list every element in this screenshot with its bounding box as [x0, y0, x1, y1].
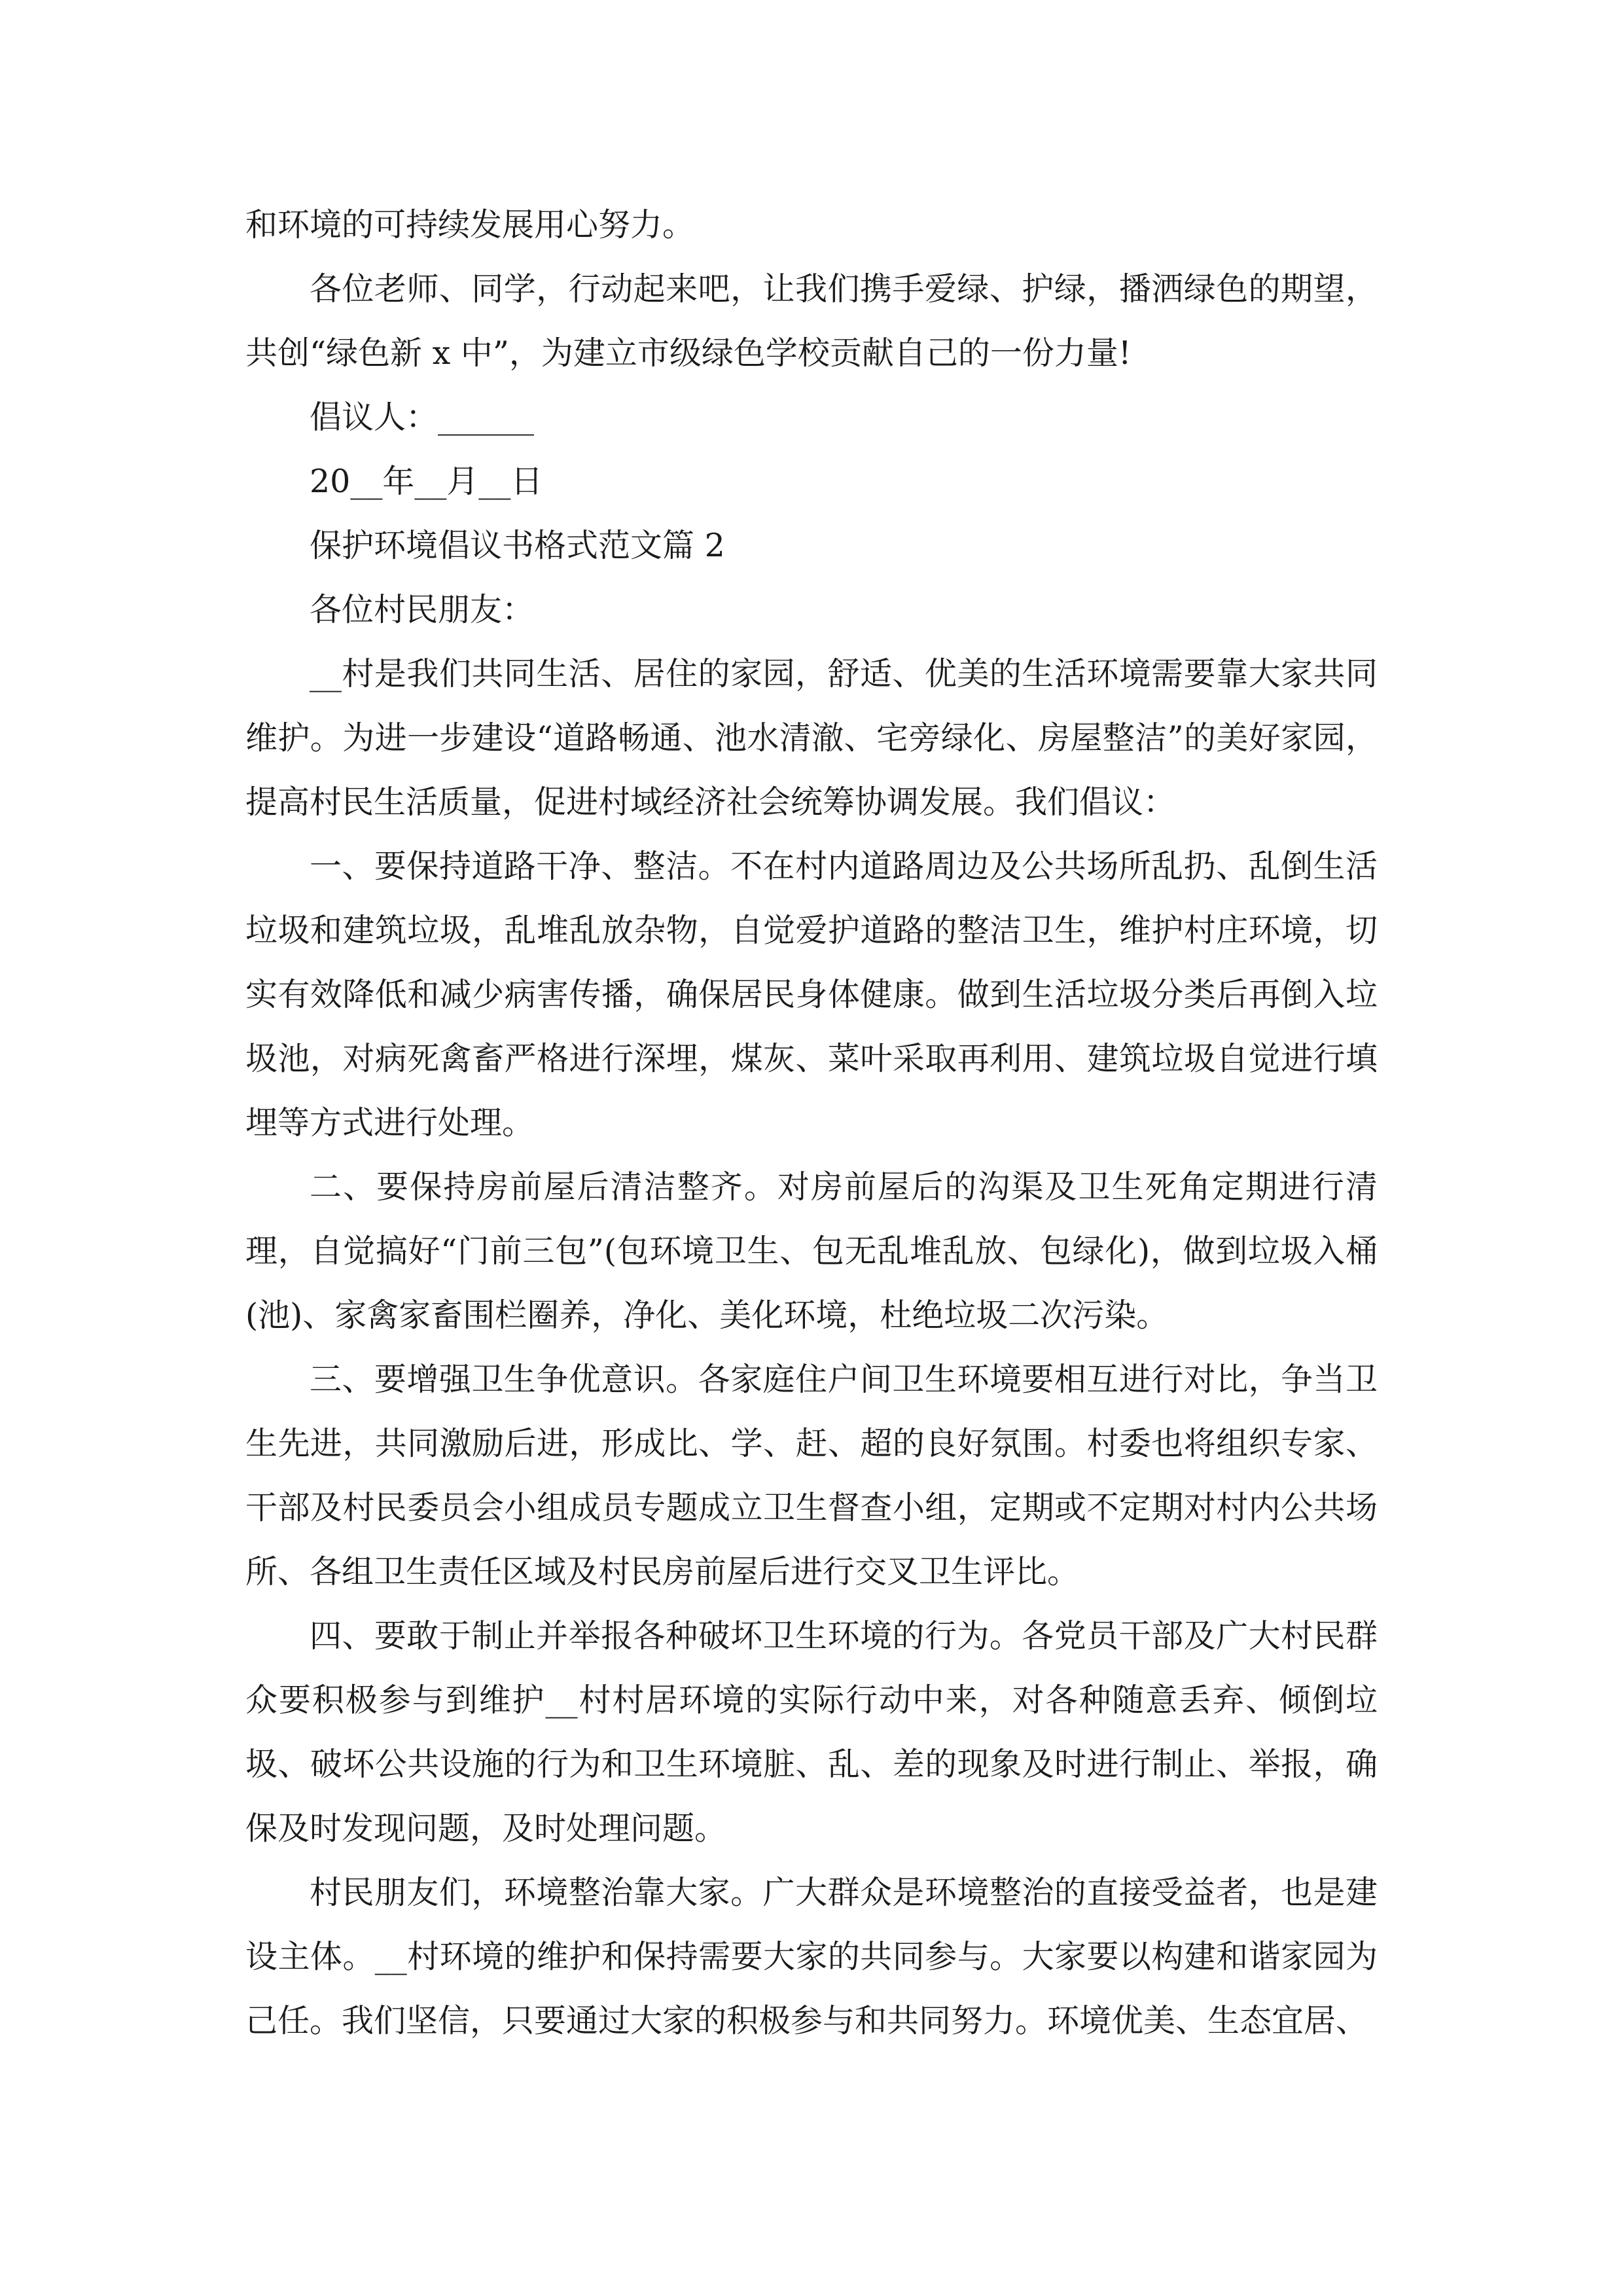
paragraph-item-4: 四、要敢于制止并举报各种破坏卫生环境的行为。各党员干部及广大村民群众要积极参与到维护__村村居环境的实际行动中来，对各种随意丢弃、倾倒垃圾、破坏公共设施的行为和卫生环境脏、乱、差的现象及时进行制止、举报，确保及时发现问题，及时处理问题。 — [245, 1617, 1378, 1847]
paragraph-continuation: 和环境的可持续发展用心努力。 — [245, 206, 695, 243]
date-line: 20__年__月__日 — [310, 463, 543, 500]
document-body — [245, 193, 1378, 2053]
salutation: 各位村民朋友： — [310, 591, 535, 628]
paragraph-intro: __村是我们共同生活、居住的家园，舒适、优美的生活环境需要靠大家共同维护。为进一步建设“道路畅通、池水清澈、宅旁绿化、房屋整洁”的美好家园，提高村民生活质量，促进村域经济社会统筹协调发展。我们倡议： — [245, 655, 1378, 821]
paragraph-item-1: 一、要保持道路干净、整洁。不在村内道路周边及公共场所乱扔、乱倒生活垃圾和建筑垃圾，乱堆乱放杂物，自觉爱护道路的整洁卫生，维护村庄环境，切实有效降低和减少病害传播，确保居民身体健康。做到生活垃圾分类后再倒入垃圾池，对病死禽畜严格进行深埋，煤灰、菜叶采取再利用、建筑垃圾自觉进行填埋等方式进行处理。 — [245, 848, 1378, 1141]
paragraph-item-3: 三、要增强卫生争优意识。各家庭住户间卫生环境要相互进行对比，争当卫生先进，共同激励后进，形成比、学、赶、超的良好氛围。村委也将组织专家、干部及村民委员会小组成员专题成立卫生督查小组，定期或不定期对村内公共场所、各组卫生责任区域及村民房前屋后进行交叉卫生评比。 — [245, 1361, 1378, 1590]
paragraph-call-to-action: 各位老师、同学，行动起来吧，让我们携手爱绿、护绿，播洒绿色的期望，共创“绿色新 x 中”，为建立市级绿色学校贡献自己的一份力量! — [245, 270, 1378, 372]
signature-line: 倡议人：______ — [310, 399, 535, 436]
paragraph-closing: 村民朋友们，环境整治靠大家。广大群众是环境整治的直接受益者，也是建设主体。__村环境的维护和保持需要大家的共同参与。大家要以构建和谐家园为己任。我们坚信，只要通过大家的积极参与和共同努力。环境优美、生态宜居、 — [245, 1874, 1378, 2039]
section-title: 保护环境倡议书格式范文篇 2 — [310, 527, 725, 564]
paragraph-item-2: 二、要保持房前屋后清洁整齐。对房前屋后的沟渠及卫生死角定期进行清理，自觉搞好“门前三包”(包环境卫生、包无乱堆乱放、包绿化)，做到垃圾入桶(池)、家禽家畜围栏圈养，净化、美化环境，杜绝垃圾二次污染。 — [245, 1168, 1378, 1334]
